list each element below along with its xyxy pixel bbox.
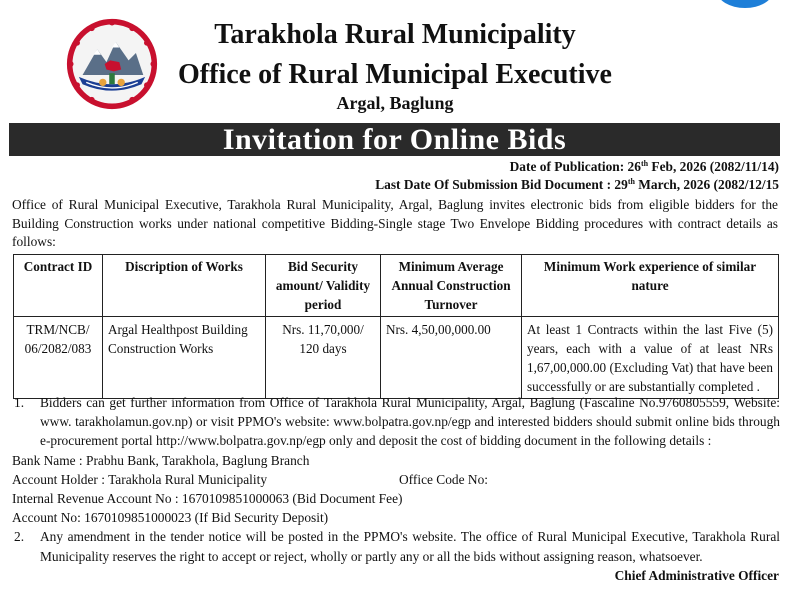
municipality-name: Tarakhola Rural Municipality [214, 19, 576, 50]
intro-paragraph: Office of Rural Municipal Executive, Tarakhola Rural Municipality, Argal, Baglung invites electronic bids from eligible bidders for the Building Construction works under national competitive Bidding-Single stage Two Envelope Bidding procedures with contract details as follows: [12, 197, 778, 249]
publication-date-suffix: Feb, 2026 (2082/11/14) [648, 159, 779, 174]
header-description: Discription of Works [103, 255, 266, 317]
notice-title: Invitation for Online Bids [222, 123, 567, 156]
cell-turnover: Nrs. 4,50,00,000.00 [381, 317, 522, 399]
header-contract-id: Contract ID [14, 255, 103, 317]
note-2-text: Any amendment in the tender notice will be posted in the PPMO's website. The office of Rural Municipal Executive, Tarakhola Rural Municipality reserves the right to accept or reject, wholly or partly any or all the bids without assigning reason, whatsoever. [40, 529, 780, 564]
header-turnover: Minimum Average Annual Construction Turnover [381, 255, 522, 317]
account-holder: Account Holder : Tarakhola Rural Municipality [12, 471, 268, 487]
table-header-row [14, 255, 779, 317]
header-bid-security: Bid Security amount/ Validity period [266, 255, 381, 317]
notice-title-banner [9, 123, 780, 156]
header-experience: Minimum Work experience of similar nature [522, 255, 779, 317]
note-1-number: 1. [14, 395, 25, 410]
note-1 [12, 393, 780, 451]
cell-experience: At least 1 Contracts within the last Five (5) years, each with a value of at least NRs 1,67,00,000.00 (Excluding Vat) that have been successfully or are substantially completed . [522, 317, 779, 399]
contract-table [13, 254, 779, 399]
note-1-text: Bidders can get further information from Office of Tarakhola Rural Municipality, Argal, Baglung (Fascaline No.9760805559, Website: www. tarakholamun.gov.np) or visit PPMO's website: www.bolpatra.gov.np/egp and interested bidders should submit online bids through e-procurement portal http://www.bolpatra.gov.np/egp only and deposit the cost of bidding document in the following details : [40, 395, 780, 449]
note-2-number: 2. [14, 529, 25, 545]
note-2 [12, 527, 780, 565]
submission-deadline [375, 176, 779, 194]
office-address: Argal, Baglung [336, 93, 454, 113]
internal-revenue-account: Internal Revenue Account No : 1670109851000063 (Bid Document Fee) [12, 491, 403, 506]
submission-deadline-ordinal: th [627, 177, 635, 186]
signature-title: Chief Administrative Officer [614, 568, 779, 583]
office-code: Office Code No: [399, 471, 489, 487]
submission-deadline-prefix: Last Date Of Submission Bid Document : 29 [375, 177, 628, 192]
bank-name: Bank Name : Prabhu Bank, Tarakhola, Baglung Branch [12, 452, 310, 468]
cell-bid-security: Nrs. 11,70,000/ 120 days [266, 317, 381, 399]
notice-header [0, 0, 791, 122]
account-holder-row [12, 470, 780, 489]
cell-description: Argal Healthpost Building Construction Works [103, 317, 266, 399]
account-number: Account No: 1670109851000023 (If Bid Security Deposit) [12, 510, 329, 526]
cell-contract-id: TRM/NCB/ 06/2082/083 [14, 317, 103, 399]
nepal-emblem-icon [66, 18, 158, 110]
publication-date [510, 158, 779, 176]
office-name: Office of Rural Municipal Executive [178, 59, 612, 90]
notes-section [12, 393, 780, 566]
publication-date-prefix: Date of Publication: 26 [509, 159, 641, 174]
table-row [14, 317, 779, 399]
submission-deadline-suffix: March, 2026 (2082/12/15 [634, 177, 779, 192]
publication-date-ordinal: th [640, 159, 649, 168]
